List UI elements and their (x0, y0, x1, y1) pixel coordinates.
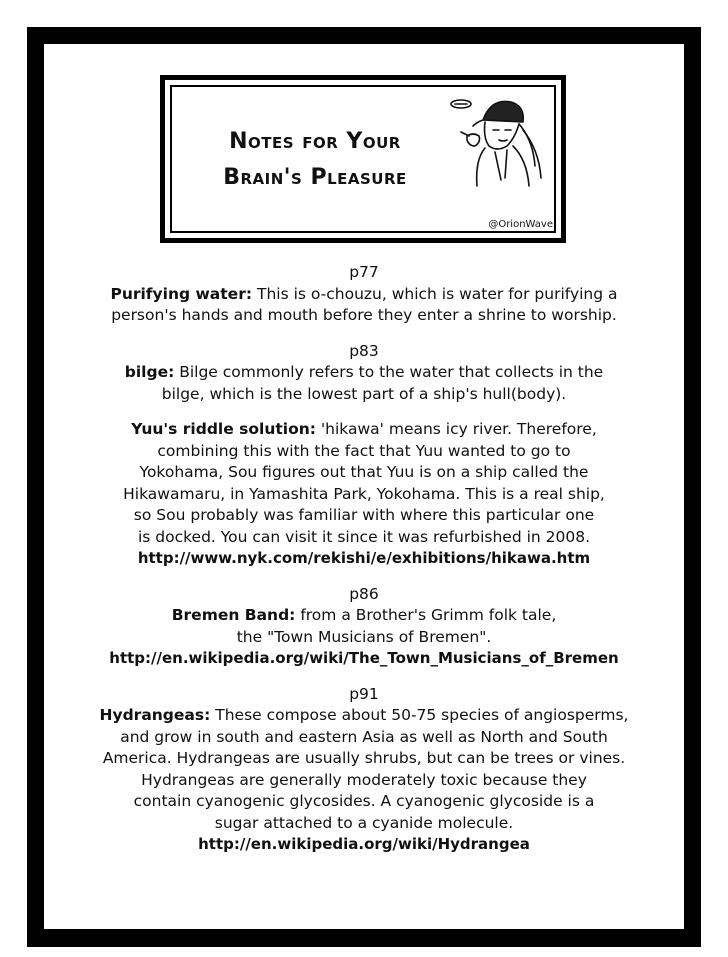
note-text: America. Hydrangeas are usually shrubs, but can be trees or vines. (102, 749, 626, 767)
note-text: contain cyanogenic glycosides. A cyanogenic glycoside is a (133, 792, 595, 810)
note-text: This is o-chouzu, which is water for purifying a (252, 284, 618, 303)
note-term: Bremen Band: (171, 606, 296, 624)
note-text: Yokohama, Sou figures out that Yuu is on a ship called the (139, 463, 589, 481)
note-term: Purifying water: (110, 284, 253, 303)
title-box (160, 75, 566, 243)
note-text: Hydrangeas are generally moderately toxic because they (141, 770, 587, 789)
page-number-p91: p91 (349, 684, 379, 703)
page-title (205, 124, 425, 196)
link-hikawa[interactable]: http://www.nyk.com/rekishi/e/exhibitions/hikawa.htm (137, 549, 591, 567)
note-text: is docked. You can visit it since it was refurbished in 2008. (137, 527, 591, 546)
note-term: Yuu's riddle solution: (131, 420, 316, 438)
note-text: bilge, which is the lowest part of a ship's hull(body). (161, 384, 567, 403)
note-text: sugar attached to a cyanide molecule. (214, 813, 514, 832)
note-text: combining this with the fact that Yuu wanted to go to (157, 441, 571, 460)
note-hydrangeas (60, 705, 668, 727)
note-text: person's hands and mouth before they enter a shrine to worship. (111, 306, 617, 324)
note-text: and grow in south and eastern Asia as well as North and South (120, 727, 608, 746)
title-line-2: Brain's Pleasure (223, 165, 407, 190)
page-number-p83: p83 (349, 341, 379, 360)
page-number-p77: p77 (349, 263, 379, 281)
note-text: so Sou probably was familiar with where this particular one (133, 506, 595, 524)
note-text: These compose about 50-75 species of angiosperms, (210, 706, 629, 724)
title-line-1: Notes for Your (229, 129, 401, 154)
link-hydrangea[interactable]: http://en.wikipedia.org/wiki/Hydrangea (198, 835, 530, 853)
mascot-sketch-icon (447, 90, 547, 200)
note-text: Hikawamaru, in Yamashita Park, Yokohama. This is a real ship, (123, 484, 605, 503)
page-number-p86: p86 (349, 584, 379, 603)
note-riddle-solution (60, 419, 668, 441)
link-bremen[interactable]: http://en.wikipedia.org/wiki/The_Town_Musicians_of_Bremen (109, 649, 619, 667)
note-term: Hydrangeas: (99, 706, 211, 724)
note-text: 'hikawa' means icy river. Therefore, (315, 420, 597, 438)
note-purifying-water (60, 284, 668, 306)
note-term: bilge: (124, 363, 175, 381)
note-bilge (60, 362, 668, 384)
note-bremen-band (60, 605, 668, 627)
artist-credit: @OrionWave (488, 219, 553, 230)
notes-body (60, 262, 668, 856)
note-text: Bilge commonly refers to the water that collects in the (174, 363, 604, 381)
note-text: the "Town Musicians of Bremen". (236, 627, 492, 646)
note-text: from a Brother's Grimm folk tale, (295, 606, 557, 624)
